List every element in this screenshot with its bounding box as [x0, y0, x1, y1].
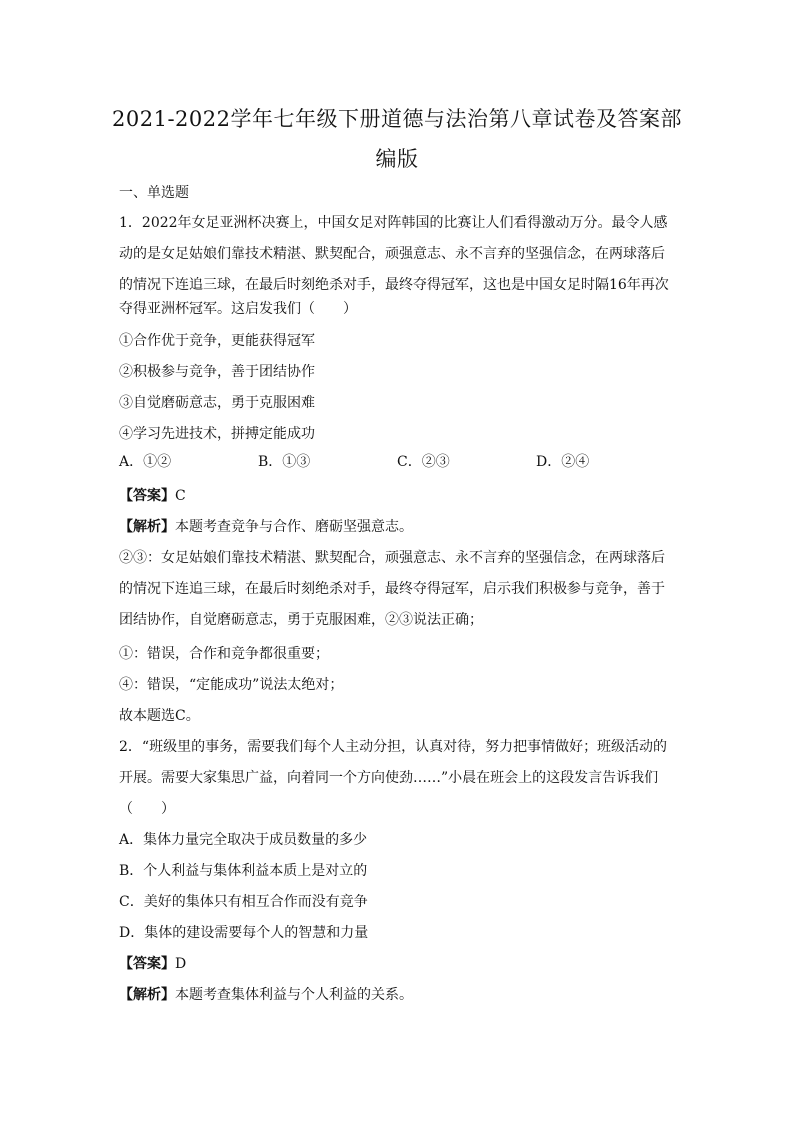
analysis-text: 本题考查竞争与合作、磨砺坚强意志。 [175, 519, 413, 535]
q2-answer [119, 954, 679, 974]
q1-stem-line: 动的是女足姑娘们靠技术精湛、默契配合，顽强意志、永不言弃的坚强信念，在两球落后 [119, 246, 665, 262]
answer-label: 【答案】 [119, 488, 175, 504]
q2-stem-line: （ ） [119, 801, 175, 817]
document-title-line-2: 编版 [375, 147, 419, 171]
analysis-label: 【解析】 [119, 519, 175, 535]
q1-stem-line: 夺得亚洲杯冠军。这启发我们（ ） [119, 301, 357, 317]
section-heading: 一、单选题 [119, 185, 189, 201]
q1-answer [119, 486, 679, 506]
q1-options [119, 452, 679, 472]
q1-analysis [119, 517, 679, 537]
q2-option-b: B．个人利益与集体利益本质上是对立的 [119, 863, 368, 879]
q2-stem-line: 开展。需要大家集思广益，向着同一个方向使劲……”小晨在班会上的这段发言告诉我们 [119, 770, 659, 786]
answer-value: D [175, 956, 187, 972]
q1-statement: ①合作优于竞争，更能获得冠军 [119, 333, 315, 349]
q1-stem-line: 1．2022年女足亚洲杯决赛上，中国女足对阵韩国的比赛让人们看得激动万分。最令人感 [119, 215, 668, 231]
q2-stem-line: 2．“班级里的事务，需要我们每个人主动分担，认真对待，努力把事情做好；班级活动的 [119, 739, 668, 755]
q1-statement: ②积极参与竞争，善于团结协作 [119, 364, 315, 380]
q1-option-d: D．②④ [536, 454, 590, 470]
q1-analysis-line: ④：错误，“定能成功”说法太绝对； [119, 677, 344, 693]
q1-option-c: C．②③ [397, 454, 450, 470]
q1-statement: ④学习先进技术，拼搏定能成功 [119, 426, 315, 442]
q2-analysis [119, 985, 679, 1005]
q1-analysis-line: 故本题选C。 [119, 708, 200, 724]
answer-label: 【答案】 [119, 956, 175, 972]
q1-analysis-line: ②③：女足姑娘们靠技术精湛、默契配合，顽强意志、永不言弃的坚强信念，在两球落后 [119, 550, 665, 566]
answer-value: C [175, 488, 186, 504]
q1-analysis-line: 团结协作，自觉磨砺意志，勇于克服困难，②③说法正确； [119, 612, 483, 628]
q1-stem-line: 的情况下连追三球，在最后时刻绝杀对手，最终夺得冠军，这也是中国女足时隔16年再次 [119, 277, 669, 293]
analysis-label: 【解析】 [119, 987, 175, 1003]
q2-option-a: A．集体力量完全取决于成员数量的多少 [119, 832, 368, 848]
q1-analysis-line: ①：错误，合作和竞争都很重要； [119, 646, 329, 662]
q2-option-d: D．集体的建设需要每个人的智慧和力量 [119, 925, 369, 941]
q1-analysis-line: 的情况下连追三球，在最后时刻绝杀对手，最终夺得冠军，启示我们积极参与竞争，善于 [119, 581, 665, 597]
q2-option-c: C．美好的集体只有相互合作而没有竞争 [119, 894, 368, 910]
q1-statement: ③自觉磨砺意志，勇于克服困难 [119, 395, 315, 411]
q1-option-a: A．①② [119, 454, 172, 470]
document-title-line-1: 2021-2022学年七年级下册道德与法治第八章试卷及答案部 [112, 107, 682, 131]
analysis-text: 本题考查集体利益与个人利益的关系。 [175, 987, 413, 1003]
q1-option-b: B．①③ [258, 454, 311, 470]
